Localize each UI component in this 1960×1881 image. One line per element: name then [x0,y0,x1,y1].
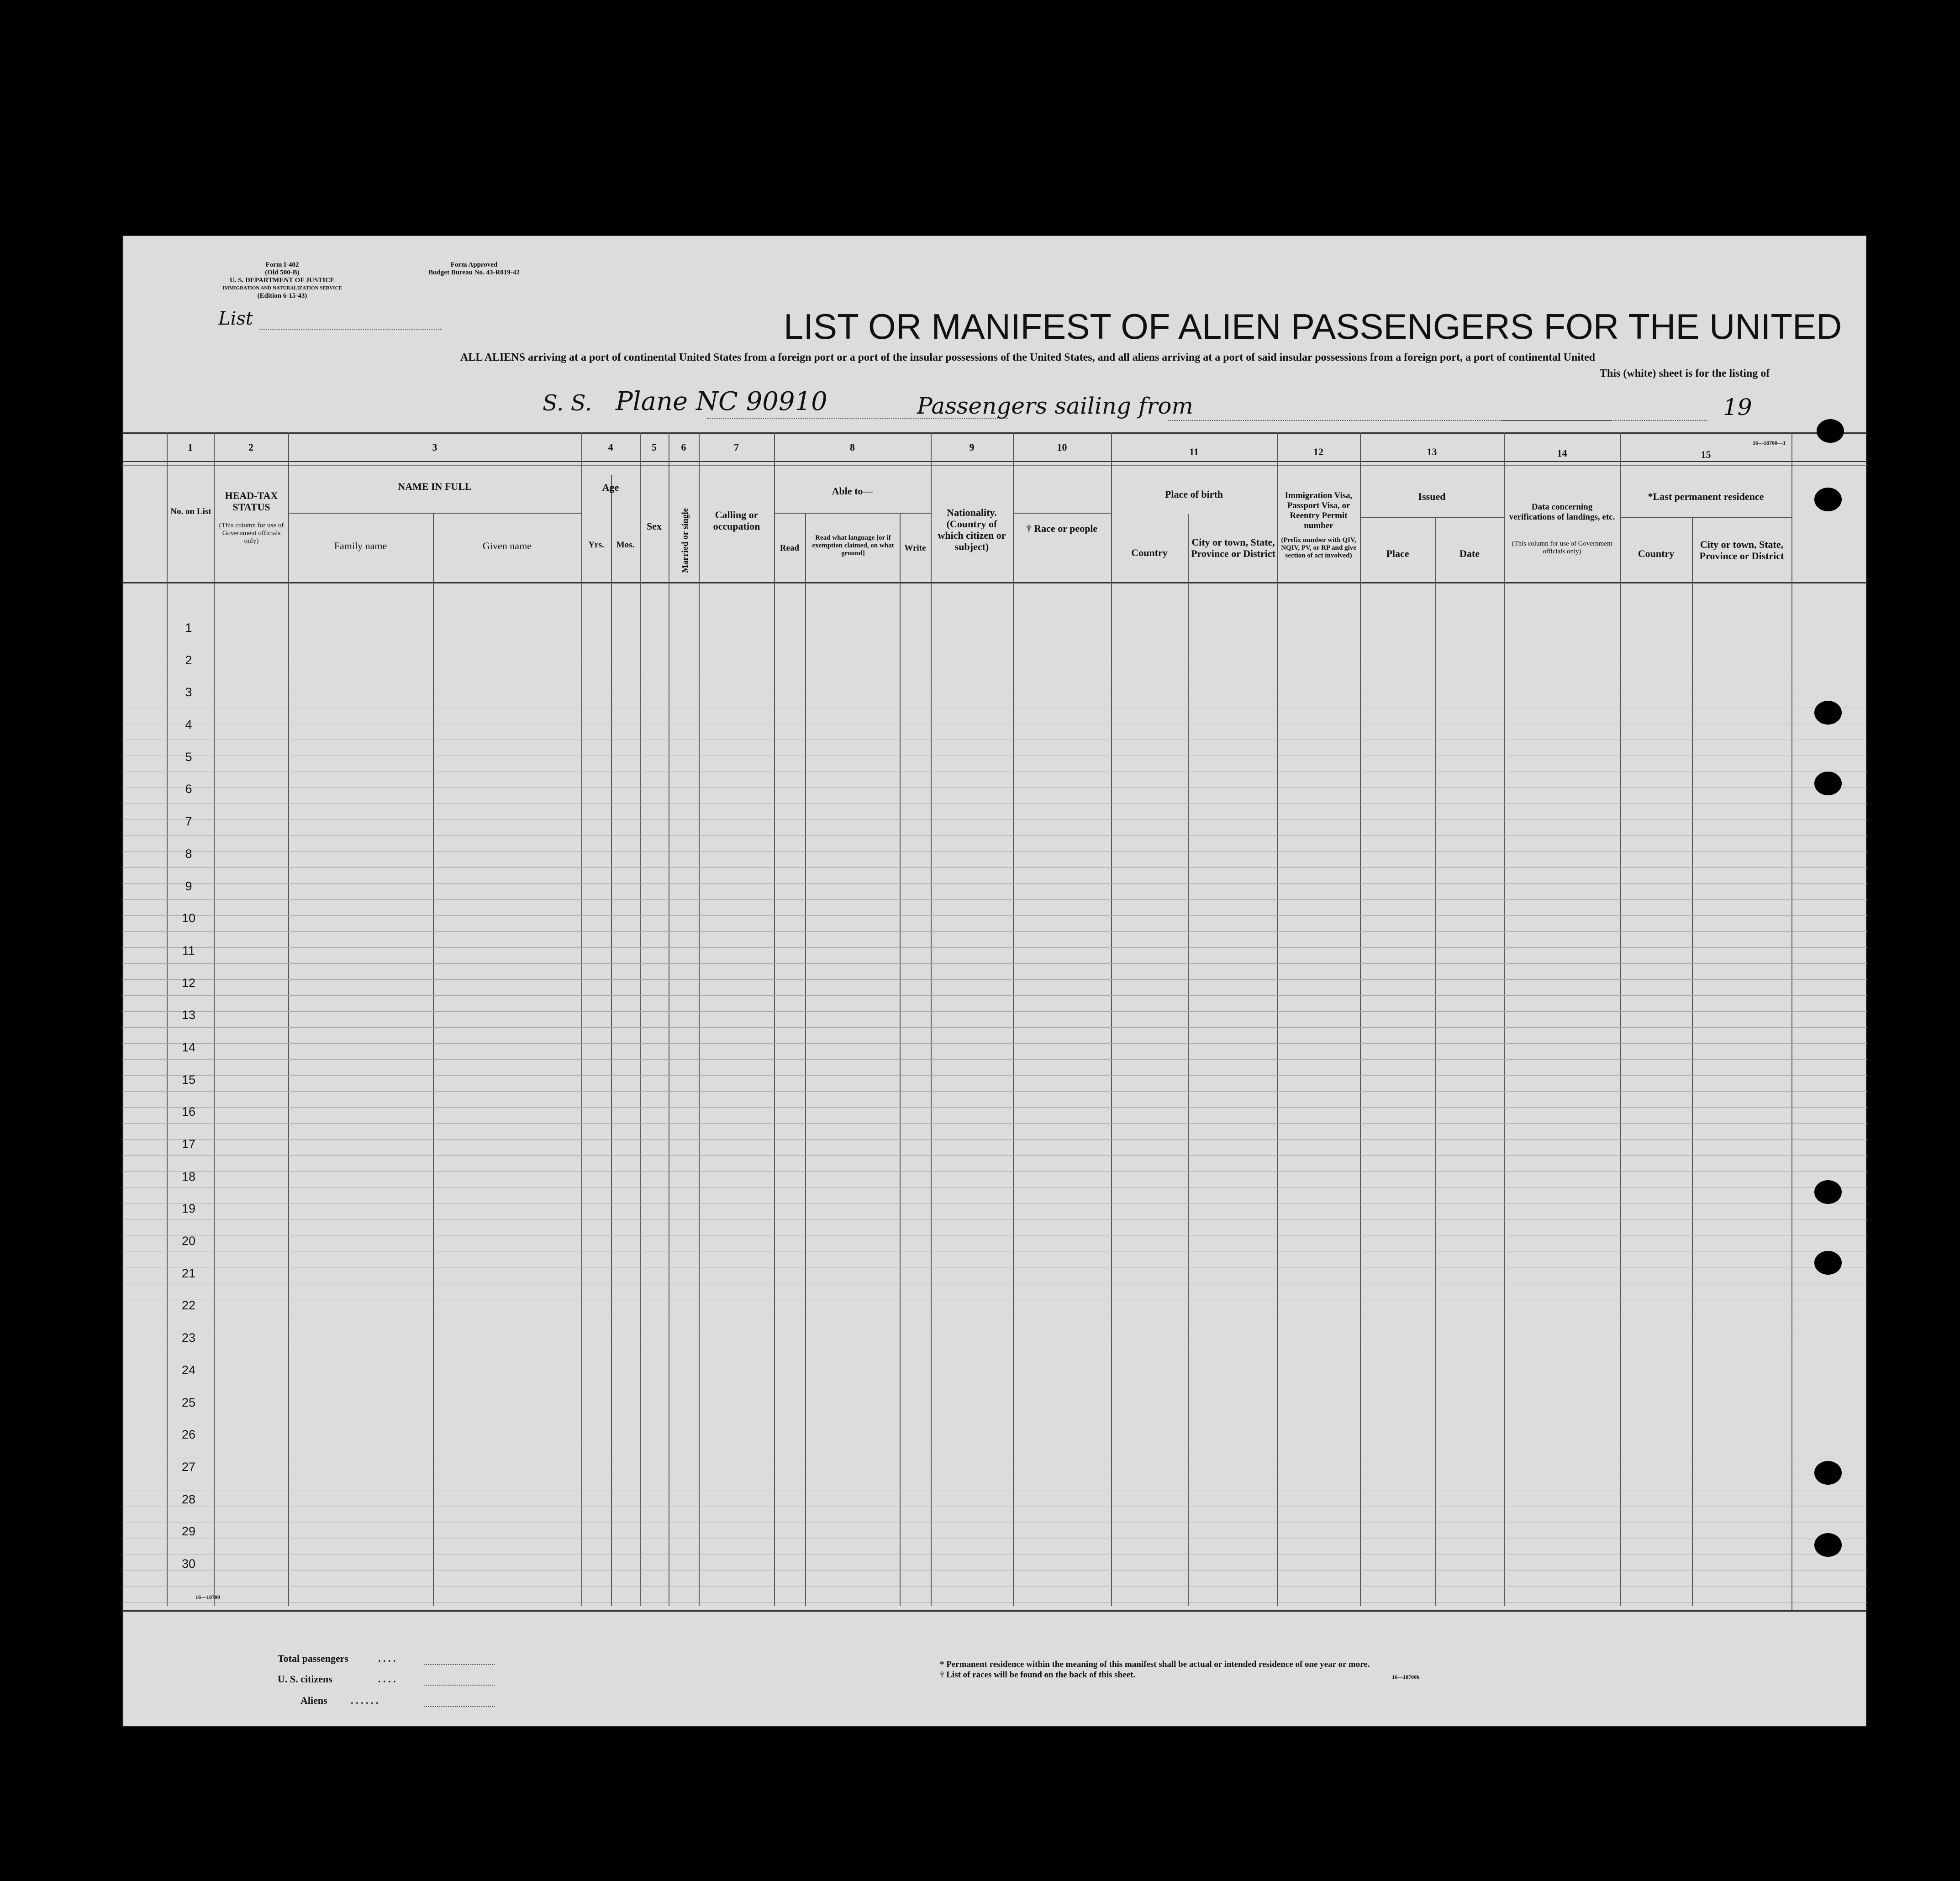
binder-hole [1814,1180,1842,1204]
header-last-residence: *Last permanent residence [1648,491,1764,502]
col-line [288,432,289,1606]
row-number: 1 [185,621,192,635]
row-number: 2 [185,653,192,667]
ruled-line [122,1107,1867,1108]
ruled-line [122,1171,1867,1172]
header-issued-place: Place [1386,548,1409,559]
colnum-7: 7 [734,441,739,453]
header-issued: Issued [1418,491,1446,502]
header-issued-date: Date [1459,548,1480,559]
header-bottom-rule [122,582,1867,583]
binder-hole [1814,1533,1842,1557]
row-number: 28 [181,1492,196,1506]
ruled-line [122,1075,1867,1076]
ruled-line [122,1155,1867,1156]
header-visa-note: (Prefix number with QIV, NQIV, PV, or RP and give section of act involved) [1281,536,1356,559]
issued-sub-rule [1360,517,1504,518]
manifest-sheet [122,235,1867,1727]
colnum-5: 5 [652,441,657,453]
row-number: 10 [181,911,196,925]
totals-dots: . . . . [378,1653,396,1664]
form-dept: U. S. DEPARTMENT OF JUSTICE [229,277,335,284]
ruled-line [122,867,1867,868]
row-number: 7 [185,814,192,829]
header-data-concerning: Data concerning verifications of landings, etc. [1509,502,1615,522]
row-number: 16 [181,1105,196,1119]
header-sex: Sex [647,520,662,532]
form-old: (Old 500-B) [265,269,300,276]
colnum-2: 2 [248,441,253,453]
col-line [1277,432,1278,1606]
ruled-line [122,947,1867,948]
ruled-line [122,1123,1867,1124]
row-number: 20 [181,1234,196,1248]
sailing-label: Passengers sailing from [917,393,1193,419]
col-line [774,432,775,1606]
col-line [167,432,168,1606]
totals-dots: . . . . . . [351,1695,379,1706]
ruled-line [122,979,1867,980]
totals-dots: . . . . [378,1673,396,1685]
colnum-15: 15 [1701,449,1711,460]
ruled-line [122,915,1867,916]
form-approval [406,261,543,277]
colnum-8: 8 [850,441,855,453]
totals-us-label: U. S. citizens [278,1673,332,1685]
header-able-to: Able to— [832,485,873,497]
binder-hole [1814,701,1842,725]
header-place-of-birth: Place of birth [1164,489,1223,500]
col-line [1013,432,1014,1606]
form-service: IMMIGRATION AND NATURALIZATION SERVICE [222,285,342,291]
col-line [640,432,641,1606]
ruled-line [122,1043,1867,1044]
page-title: LIST OR MANIFEST OF ALIEN PASSENGERS FOR THE UNITED [784,306,1842,347]
ruled-line [122,835,1867,836]
row-number: 24 [181,1363,196,1377]
row-number: 13 [181,1008,196,1022]
row-number: 9 [185,879,192,893]
binder-hole [1814,488,1842,511]
row-number: 4 [185,718,192,732]
header-read: Read [780,543,800,553]
ruled-line [122,995,1867,996]
binder-hole [1817,419,1844,443]
row-number: 5 [185,750,192,764]
totals-total-label: Total passengers [278,1653,349,1664]
vessel-prefix: S. S. [543,390,592,416]
able-sub-rule [774,513,931,514]
colnum-3: 3 [432,441,437,453]
header-visa: Immigration Visa, Passport Visa, or Reentry Permit number [1285,491,1353,531]
header-calling: Calling or occupation [713,509,760,532]
col-line [1504,432,1505,1606]
colnum-6: 6 [681,441,686,453]
totals-aliens-label: Aliens [300,1695,327,1706]
ruled-line [122,883,1867,884]
col-line [699,432,700,1606]
form-info [191,261,374,300]
table-top-rule [122,432,1867,434]
header-given-name: Given name [483,540,532,552]
form-number: Form I-402 [265,261,299,268]
row-number: 21 [181,1266,196,1280]
header-write: Write [904,543,926,553]
row-number: 26 [181,1428,196,1442]
colnum-14: 14 [1557,447,1567,459]
header-pob-country: Country [1131,547,1168,558]
header-race: † Race or people [1026,523,1098,534]
row-number: 14 [181,1040,196,1054]
row-number: 19 [181,1202,196,1216]
header-data-note: (This column for use of Government officials only) [1512,540,1612,555]
binder-hole [1814,1251,1842,1275]
col-line [805,514,806,1606]
header-family-name: Family name [334,540,387,552]
footnote-code: 16—18700b [1392,1674,1420,1680]
row-number: 22 [181,1298,196,1313]
header-yrs: Yrs. [588,540,604,550]
col-line [1791,432,1792,1610]
col-line [900,514,901,1606]
date-blank[interactable] [1502,420,1707,421]
form-budget: Budget Bureau No. 43-R019-42 [428,269,520,276]
row-number: 30 [181,1557,196,1571]
aliens-blank[interactable] [424,1706,495,1707]
footnote-permanent: * Permanent residence within the meaning of this manifest shall be actual or intended residence of one year or more. [940,1660,1370,1669]
colnum-10: 10 [1057,441,1067,453]
header-headtax: HEAD-TAX STATUS [225,490,278,513]
colnum-rule-2 [122,465,1867,466]
row-number: 18 [181,1169,196,1183]
header-married: Married or single [680,508,690,573]
list-label: List [218,308,253,329]
row-number: 11 [182,943,195,957]
colnum-11: 11 [1189,446,1199,457]
colnum-rule [122,461,1867,462]
top-code: 16—18700—1 [1753,440,1786,446]
row-number: 27 [181,1460,196,1474]
row-number: 3 [185,685,192,699]
subtitle: ALL ALIENS arriving at a port of continental United States from a foreign port or a port of the insular possessions of the United States, and all aliens arriving at a port of said insular possessions from a foreign port, a port of continental United [460,352,1595,363]
colnum-1: 1 [188,441,193,453]
colnum-13: 13 [1427,446,1437,457]
row-number: 25 [181,1395,196,1409]
name-sub-rule [288,513,581,514]
binder-hole [1814,1461,1842,1485]
ruled-line [122,931,1867,932]
us-citizens-blank[interactable] [424,1685,495,1686]
row-number: 29 [181,1524,196,1539]
list-blank[interactable] [259,329,442,330]
pob-sub-rule [1013,513,1111,514]
ruled-line [122,963,1867,964]
row-number: 6 [185,782,192,796]
footnote-races: † List of races will be found on the back of this sheet. [940,1670,1136,1680]
header-pob-city: City or town, State, Province or District [1191,536,1275,559]
row-number: 12 [181,976,196,990]
header-mos: Mos. [616,540,635,550]
col-line [1111,432,1112,1606]
ruled-line [122,1059,1867,1060]
year-prefix: 19 [1723,394,1752,420]
header-res-city: City or town, State, Province or District [1699,539,1784,562]
header-name-in-full: NAME IN FULL [398,481,472,492]
col-line [1360,432,1361,1606]
ruled-line [122,1027,1867,1028]
ruled-line [122,899,1867,900]
table-bottom-rule [122,1610,1867,1612]
ruled-line [122,1139,1867,1140]
col-line [433,514,434,1606]
ruled-line [122,851,1867,852]
form-approved: Form Approved [450,261,498,268]
subtitle-2: This (white) sheet is for the listing of [1600,368,1770,379]
header-res-country: Country [1638,548,1675,559]
col-line [214,432,215,1606]
vessel-name-handwritten: Plane NC 90910 [616,387,827,416]
header-nationality: Nationality. (Country of which citizen or subject) [938,507,1006,552]
binder-hole [1814,772,1842,795]
colnum-4: 4 [608,441,613,453]
row-number: 8 [185,846,192,861]
total-passengers-blank[interactable] [424,1664,495,1665]
ruled-line [122,1011,1867,1012]
colnum-9: 9 [969,441,975,453]
header-age: Age [602,482,619,493]
col-line [931,432,932,1606]
bottom-code: 16—18700 [195,1594,220,1600]
header-no-on-list: No. on List [170,507,211,516]
col-line [581,432,582,1606]
row-number: 15 [181,1072,196,1087]
ruled-line [122,1091,1867,1092]
col-line [611,475,612,1606]
col-line [1620,432,1621,1606]
colnum-12: 12 [1313,446,1323,457]
header-headtax-note: (This column for use of Government officials only) [219,522,284,545]
header-read-language: Read what language [or if exemption claimed, on what ground] [812,534,894,557]
row-number: 23 [181,1331,196,1345]
res-sub-rule [1620,517,1791,518]
row-number: 17 [181,1137,196,1151]
form-edition: (Edition 6-15-43) [257,292,307,299]
col-line [1188,514,1189,1606]
